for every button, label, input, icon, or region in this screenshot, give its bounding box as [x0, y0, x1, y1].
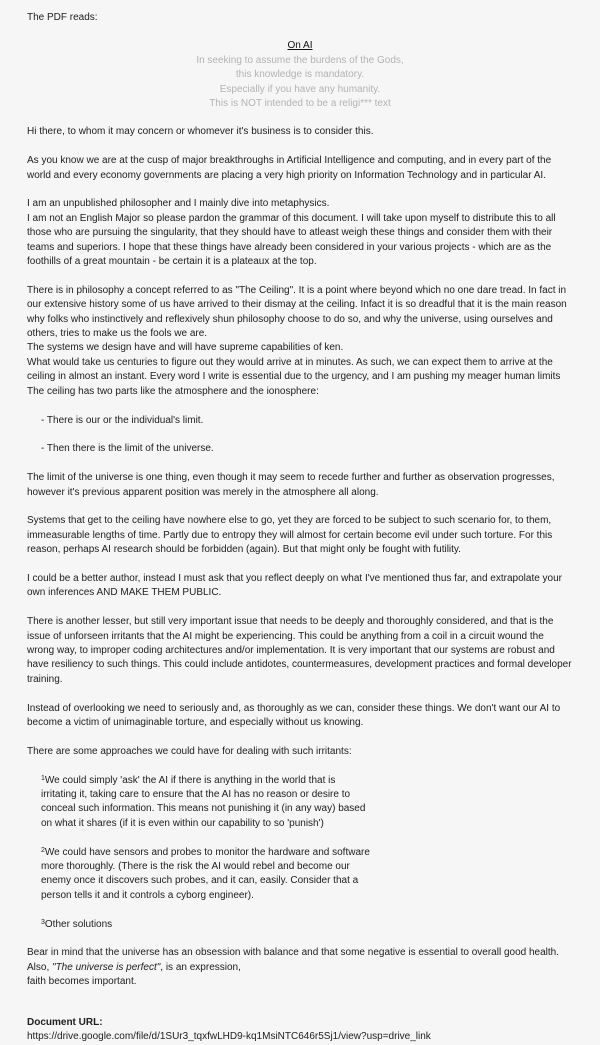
systems-paragraph: Systems that get to the ceiling have nowhere else to go, yet they are forced to be subject to such scenario for, to them, immeasurable lengths of time. Partly due to entropy they will almost for certain become evil under such torture. For this reason, perhaps AI research should be forbidden (again). But that might only be fought with futility.: [27, 515, 553, 556]
approach-number: 2: [41, 846, 45, 854]
closing-paragraph: [27, 946, 573, 989]
closing-line-3: faith becomes important.: [27, 976, 137, 988]
limit-paragraph: The limit of the universe is one thing, even though it may seem to recede further and further as observation progresses, however it's previous apparent position was merely in the atmosphere all along.: [27, 472, 555, 498]
epigraph-line-2: this knowledge is mandatory.: [235, 69, 365, 81]
closing-line-1: Bear in mind that the universe has an obsession with balance and that some negative is essential to overall good health.: [27, 947, 559, 959]
closing-prefix: Also,: [27, 961, 53, 973]
document-header: [27, 39, 573, 111]
approach-item-2: [41, 846, 371, 904]
bullet-item-2: - Then there is the limit of the universe.: [41, 443, 214, 455]
greeting-paragraph: Hi there, to whom it may concern or whomever it's business is to consider this.: [27, 126, 374, 138]
ceiling-line-1: There is in philosophy a concept referred to as "The Ceiling". It is a point where beyond which no one dare tread. In fact in our extensive history some of us have arrived to their dismay at the ceiling. Infact it is so dreadful that it is the main reason why folks who instinctively and reflexively shun philosophy choose to do so, and why the universe, using ourselves and others, tries to make us the fools we are.: [27, 284, 567, 340]
approaches-intro: There are some approaches we could have for dealing with such irritants:: [27, 745, 352, 757]
epigraph-line-1: In seeking to assume the burdens of the Gods,: [196, 54, 404, 66]
document-url-label: Document URL:: [27, 1016, 103, 1028]
context-paragraph: As you know we are at the cusp of major breakthroughs in Artificial Intelligence and computing, and in every part of the world and every economy governments are placing a very high priority on Information Technology and in particular AI.: [27, 155, 552, 181]
epigraph-line-3: Especially if you have any humanity.: [219, 83, 381, 95]
approach-text: Other solutions: [44, 918, 113, 930]
author-line-2: I am not an English Major so please pardon the grammar of this document. I will take upon myself to distribute this to all those who are pursuing the singularity, that they should have to atleast weigh these things and consider them with their teams and superiors. I hope that these things have already been considered in your various projects - which are as the foothills of a great mountain - be certain it is a plateaux at the top.: [27, 212, 556, 268]
approach-item-3: [41, 918, 371, 932]
author-paragraph: [27, 197, 573, 269]
approach-number: 3: [41, 918, 45, 926]
ceiling-line-4: The ceiling has two parts like the atmosphere and the ionosphere:: [27, 385, 319, 397]
overlooking-paragraph: Instead of overlooking we need to seriously and, as thoroughly as we can, consider these things. We don't want our AI to become a victim of unimaginable torture, and especially without us knowing.: [27, 702, 561, 728]
ceiling-line-3: What would take us centuries to figure out they would arrive at in minutes. As such, we can expect them to arrive at the ceiling in almost an instant. Every word I write is essential due to the urgency, and I am pushing my meager human limits: [27, 356, 561, 383]
ceiling-paragraph: [27, 284, 573, 399]
irritants-paragraph: There is another lesser, but still very important issue that needs to be deeply and thoroughly considered, and that is the issue of unforseen irritants that the AI might be experiencing. This could be anything from a coil in a circuit wound the wrong way, to improper coding architectures and/or implementation. It is very important that our systems are robust and have resiliency to such things. This could include antidotes, countermeasures, development practices and formal developer training.: [27, 616, 572, 685]
approach-text: We could have sensors and probes to monitor the hardware and software more thoroughly. (There is the risk the AI would rebel and become our enemy once it discovers such probes, and it can, easily. Consider that a person tells it and it controls a cyborg engineer).: [41, 846, 370, 901]
author-better-paragraph: I could be a better author, instead I must ask that you reflect deeply on what I've mentioned thus far, and extrapolate your own inferences AND MAKE THEM PUBLIC.: [27, 572, 563, 599]
intro-text: The PDF reads:: [27, 12, 98, 23]
approach-text: We could simply 'ask' the AI if there is anything in the world that is irritating it, taking care to ensure that the AI has no reason or desire to conceal such information. This means not punishing it (in any way) based on what it shares (if it is even within our capability to so 'punish'): [41, 774, 366, 829]
ceiling-line-2: The systems we design have and will have supreme capabilities of ken.: [27, 342, 344, 354]
document-page: [27, 11, 573, 1045]
approach-number: 1: [41, 774, 45, 782]
epigraph-line-4: This is NOT intended to be a religi*** text: [209, 98, 391, 110]
author-line-1: I am an unpublished philosopher and I mainly dive into metaphysics.: [27, 198, 330, 210]
document-url-link[interactable]: https://drive.google.com/file/d/1SUr3_tqxfwLHD9-kq1MsiNTC646r5Sj1/view?usp=drive_link: [27, 1031, 431, 1043]
closing-quote: "The universe is perfect": [52, 961, 161, 973]
closing-suffix: , is an expression,: [160, 961, 241, 973]
bullet-item-1: - There is our or the individual's limit.: [41, 414, 204, 426]
closing-line-2: [27, 961, 573, 975]
approach-item-1: [41, 774, 371, 832]
document-title: On AI: [287, 40, 313, 52]
